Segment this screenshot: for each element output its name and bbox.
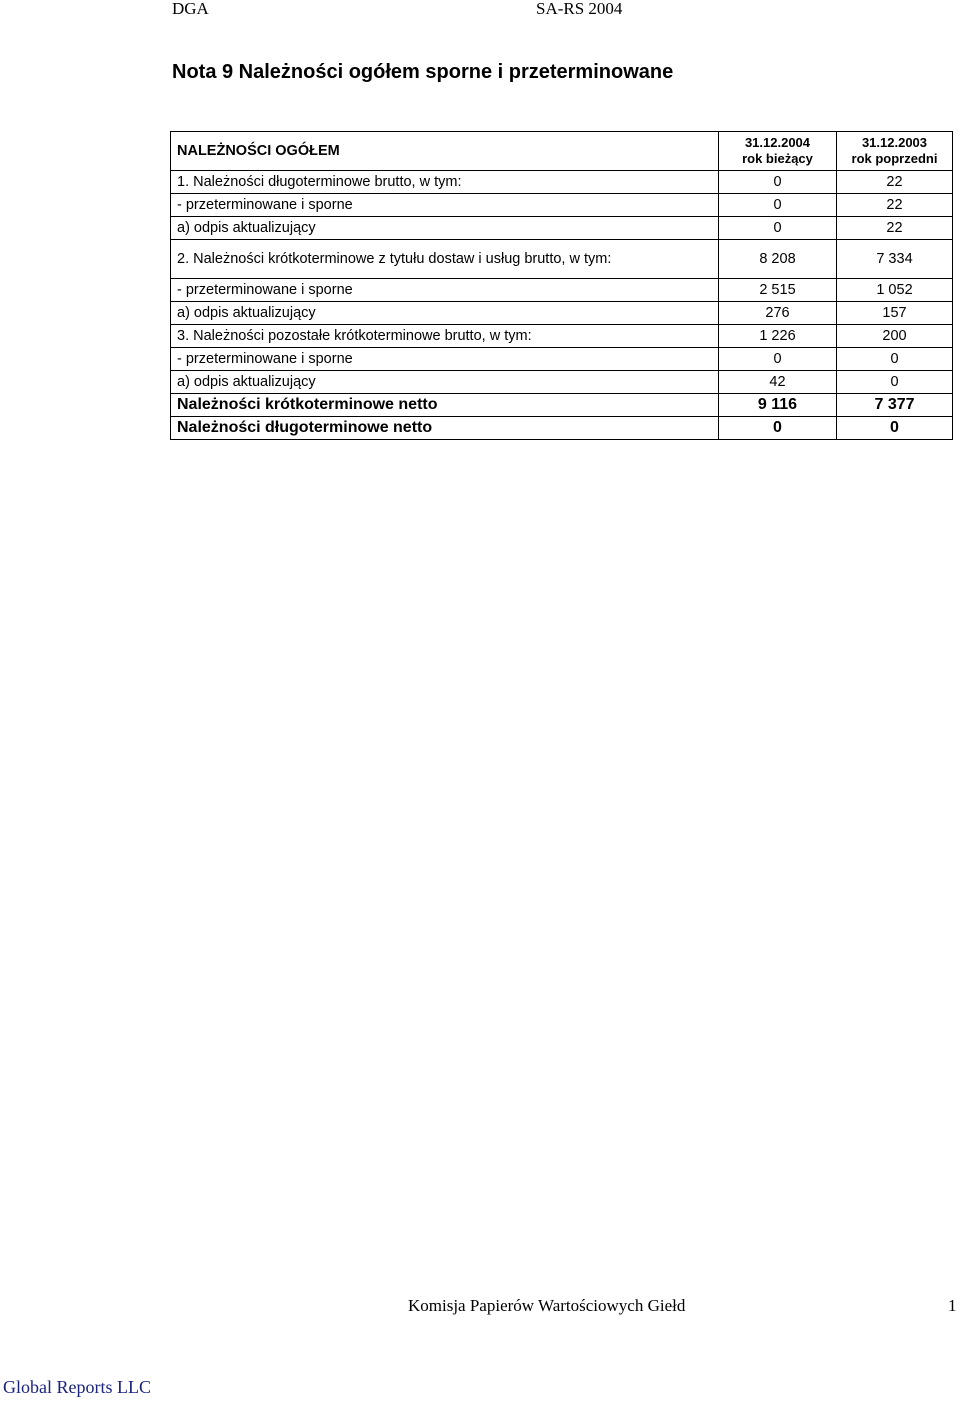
table-row: [171, 194, 953, 217]
receivables-table: [170, 131, 953, 440]
row-value-current: 2 515: [719, 279, 837, 302]
row-value-previous: 22: [837, 217, 953, 240]
header-left: DGA: [172, 0, 209, 18]
row-value-current: 276: [719, 302, 837, 325]
row-label: Należności krótkoterminowe netto: [171, 394, 719, 417]
table-row: [171, 371, 953, 394]
table-row: [171, 217, 953, 240]
row-label: a) odpis aktualizujący: [171, 371, 719, 394]
row-label: - przeterminowane i sporne: [171, 279, 719, 302]
row-value-current: 0: [719, 171, 837, 194]
row-value-current: 42: [719, 371, 837, 394]
header-col-current-date: 31.12.2004: [744, 135, 811, 150]
row-value-current: 0: [719, 217, 837, 240]
row-label: - przeterminowane i sporne: [171, 194, 719, 217]
table-row-total: [171, 394, 953, 417]
row-value-previous: 7 334: [837, 240, 953, 279]
footer-brand: Global Reports LLC: [3, 1377, 151, 1397]
header-col-previous-desc: rok poprzedni: [851, 151, 938, 166]
table-row: [171, 240, 953, 279]
row-label: 2. Należności krótkoterminowe z tytułu dostaw i usług brutto, w tym:: [171, 240, 719, 279]
header-col-current: [719, 132, 837, 171]
row-value-previous: 0: [837, 417, 953, 440]
row-label: Należności długoterminowe netto: [171, 417, 719, 440]
row-value-previous: 0: [837, 348, 953, 371]
row-value-previous: 1 052: [837, 279, 953, 302]
row-value-current: 9 116: [719, 394, 837, 417]
header-col-current-desc: rok bieżący: [742, 151, 813, 166]
row-value-current: 0: [719, 348, 837, 371]
row-label: 1. Należności długoterminowe brutto, w tym:: [171, 171, 719, 194]
row-value-previous: 200: [837, 325, 953, 348]
row-value-current: 0: [719, 417, 837, 440]
row-label: a) odpis aktualizujący: [171, 217, 719, 240]
page-title: Nota 9 Należności ogółem sporne i przeterminowane: [172, 61, 674, 83]
table-row: [171, 279, 953, 302]
table-row: [171, 348, 953, 371]
table-row: [171, 325, 953, 348]
row-value-current: 1 226: [719, 325, 837, 348]
table-row: [171, 302, 953, 325]
header-right: SA-RS 2004: [536, 0, 623, 18]
table-header-row: [171, 132, 953, 171]
row-value-current: 8 208: [719, 240, 837, 279]
header-label: NALEŻNOŚCI OGÓŁEM: [171, 132, 719, 171]
row-label: - przeterminowane i sporne: [171, 348, 719, 371]
row-value-previous: 22: [837, 194, 953, 217]
row-label: a) odpis aktualizujący: [171, 302, 719, 325]
row-label: 3. Należności pozostałe krótkoterminowe brutto, w tym:: [171, 325, 719, 348]
table-row: [171, 171, 953, 194]
row-value-previous: 7 377: [837, 394, 953, 417]
footer-publisher: Komisja Papierów Wartościowych Giełd: [408, 1296, 686, 1315]
header-col-previous-date: 31.12.2003: [861, 135, 928, 150]
page-number: 1: [948, 1296, 957, 1315]
row-value-previous: 22: [837, 171, 953, 194]
table-row-total: [171, 417, 953, 440]
row-value-current: 0: [719, 194, 837, 217]
row-value-previous: 157: [837, 302, 953, 325]
header-col-previous: [837, 132, 953, 171]
row-value-previous: 0: [837, 371, 953, 394]
